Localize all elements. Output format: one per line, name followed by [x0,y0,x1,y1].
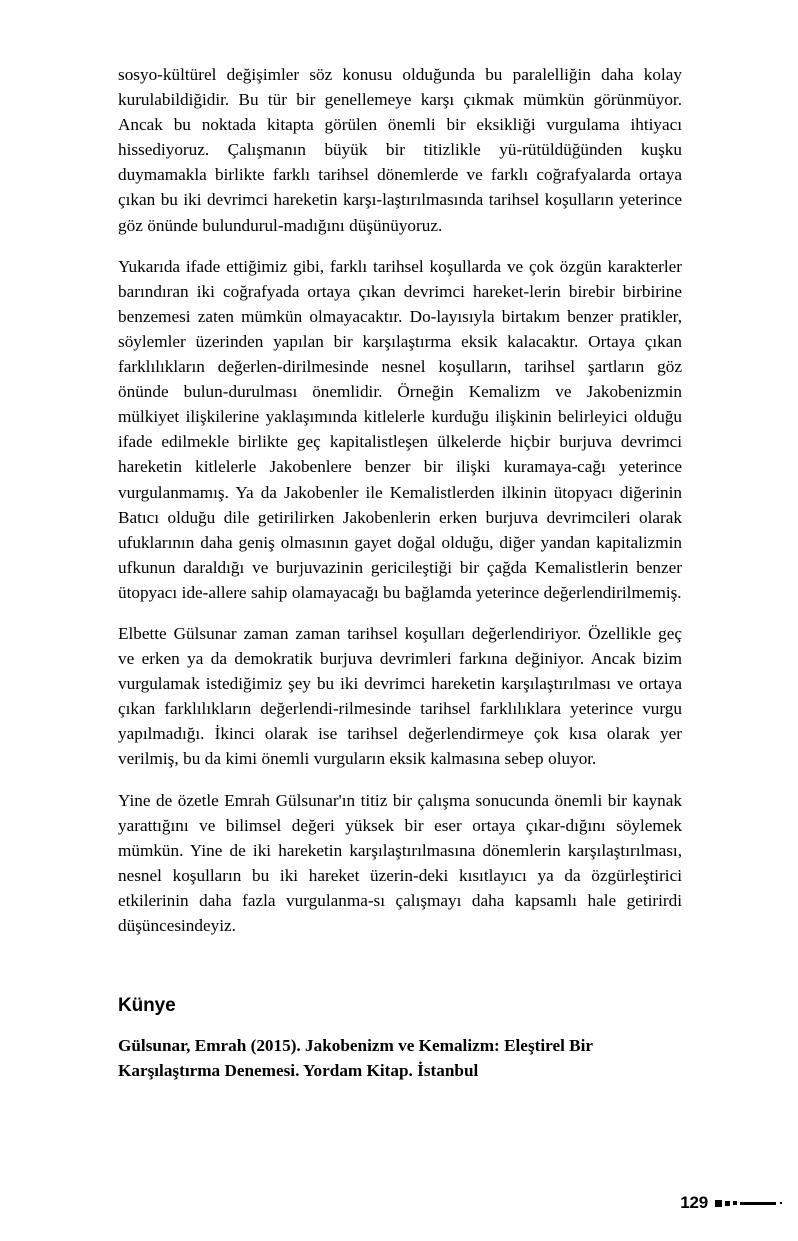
body-paragraph-1: sosyo-kültürel değişimler söz konusu olduğunda bu paralelliğin daha kolay kurulabildiğidir. Bu tür bir genellemeye karşı çıkmak mümkün görünmüyor. Ancak bu noktada kitapta görülen önemli bir eksikliği vurgulama ihtiyacı hissediyoruz. Çalışmanın büyük bir titizlikle yü-rütüldüğünden kuşku duymamakla birlikte farklı tarihsel dönemlerde ve farklı coğrafyalarda ortaya çıkan bu iki devrimci hareketin karşı-laştırılmasında tarihsel koşulların yeterince göz önünde bulundurul-madığını düşünüyoruz. [118,65,682,235]
kunye-heading: Künye [118,995,176,1017]
body-paragraph-3: Elbette Gülsunar zaman zaman tarihsel koşulları değerlendiriyor. Özellikle geç ve erken ya da demokratik burjuva devrimleri farkına değiniyor. Ancak bizim vurgulamak istediğimiz şey bu iki devrimci hareketin karşılaştırılması ve ortaya çıkan farklılıkların değerlendi-rilmesinde tarihsel farklılıklara yeterince vurgu yapılmadığı. İkinci olarak ise tarihsel değerlendirmeye çok kısa olarak yer verilmiş, bu da kimi önemli vurguların eksik kalmasına sebep oluyor. [118,623,682,769]
footer-ornament-icon [715,1198,782,1208]
page-content [118,62,682,1083]
page-footer [680,1193,782,1213]
ornament-end-dot [780,1202,782,1204]
page-number: 129 [680,1193,708,1212]
ornament-square-large [715,1200,722,1207]
ornament-rule [740,1202,776,1205]
kunye-section [118,995,682,1083]
body-paragraph-2: Yukarıda ifade ettiğimiz gibi, farklı tarihsel koşullarda ve çok özgün karakterler barındıran iki coğrafyada ortaya çıkan devrimci hareket-lerin birebir birbirine benzemesi zaten mümkün olmayacaktır. Do-layısıyla birtakım benzer pratikler, söylemler üzerinden yapılan bir karşılaştırma eksik kalacaktır. Ortaya çıkan farklılıkların değerlen-dirilmesinde nesnel koşulların, tarihsel şartların göz önünde bulun-durulması önemlidir. Örneğin Kemalizm ve Jakobenizmin mülkiyet ilişkilerine yaklaşımında kitlelerle kurduğu ilişkinin belirleyici olduğu ifade edilmekle birlikte geç kapitalistleşen ülkelerde hiçbir burjuva devrimci hareketin kitlelerle Jakobenlere benzer bir ilişki kuramaya-cağı yeterince vurgulanmamış. Ya da Jakobenler ile Kemalistlerden ilkinin ütopyacı diğerinin Batıcı olduğu dile getirilirken Jakobenlerin erken burjuva devrimcileri olarak ufuklarının daha geniş olmasının gayet doğal olduğu, diğer yandan kapitalizmin ufkunun daraldığı ve burjuvazinin gericileştiği bir çağda Kemalistlerin benzer ütopyacı ide-allere sahip olamayacağı bu bağlamda yeterince değerlendirilmemiş. [118,256,682,602]
kunye-citation: Gülsunar, Emrah (2015). Jakobenizm ve Kemalizm: Eleştirel Bir Karşılaştırma Denemesi. Yordam Kitap. İstanbul [118,1036,593,1081]
body-paragraph-4: Yine de özetle Emrah Gülsunar'ın titiz bir çalışma sonucunda önemli bir kaynak yarattığını ve bilimsel değeri yüksek bir eser ortaya çıkar-dığını söylemek mümkün. Yine de iki hareketin karşılaştırılmasına dönemlerin karşılaştırılması, nesnel koşulların bu iki hareket üzerin-deki kısıtlayıcı ya da özgürleştirici etkilerinin daha fazla vurgulanma-sı çalışmayı daha kapsamlı hale getirirdi düşüncesindeyiz. [118,790,682,935]
